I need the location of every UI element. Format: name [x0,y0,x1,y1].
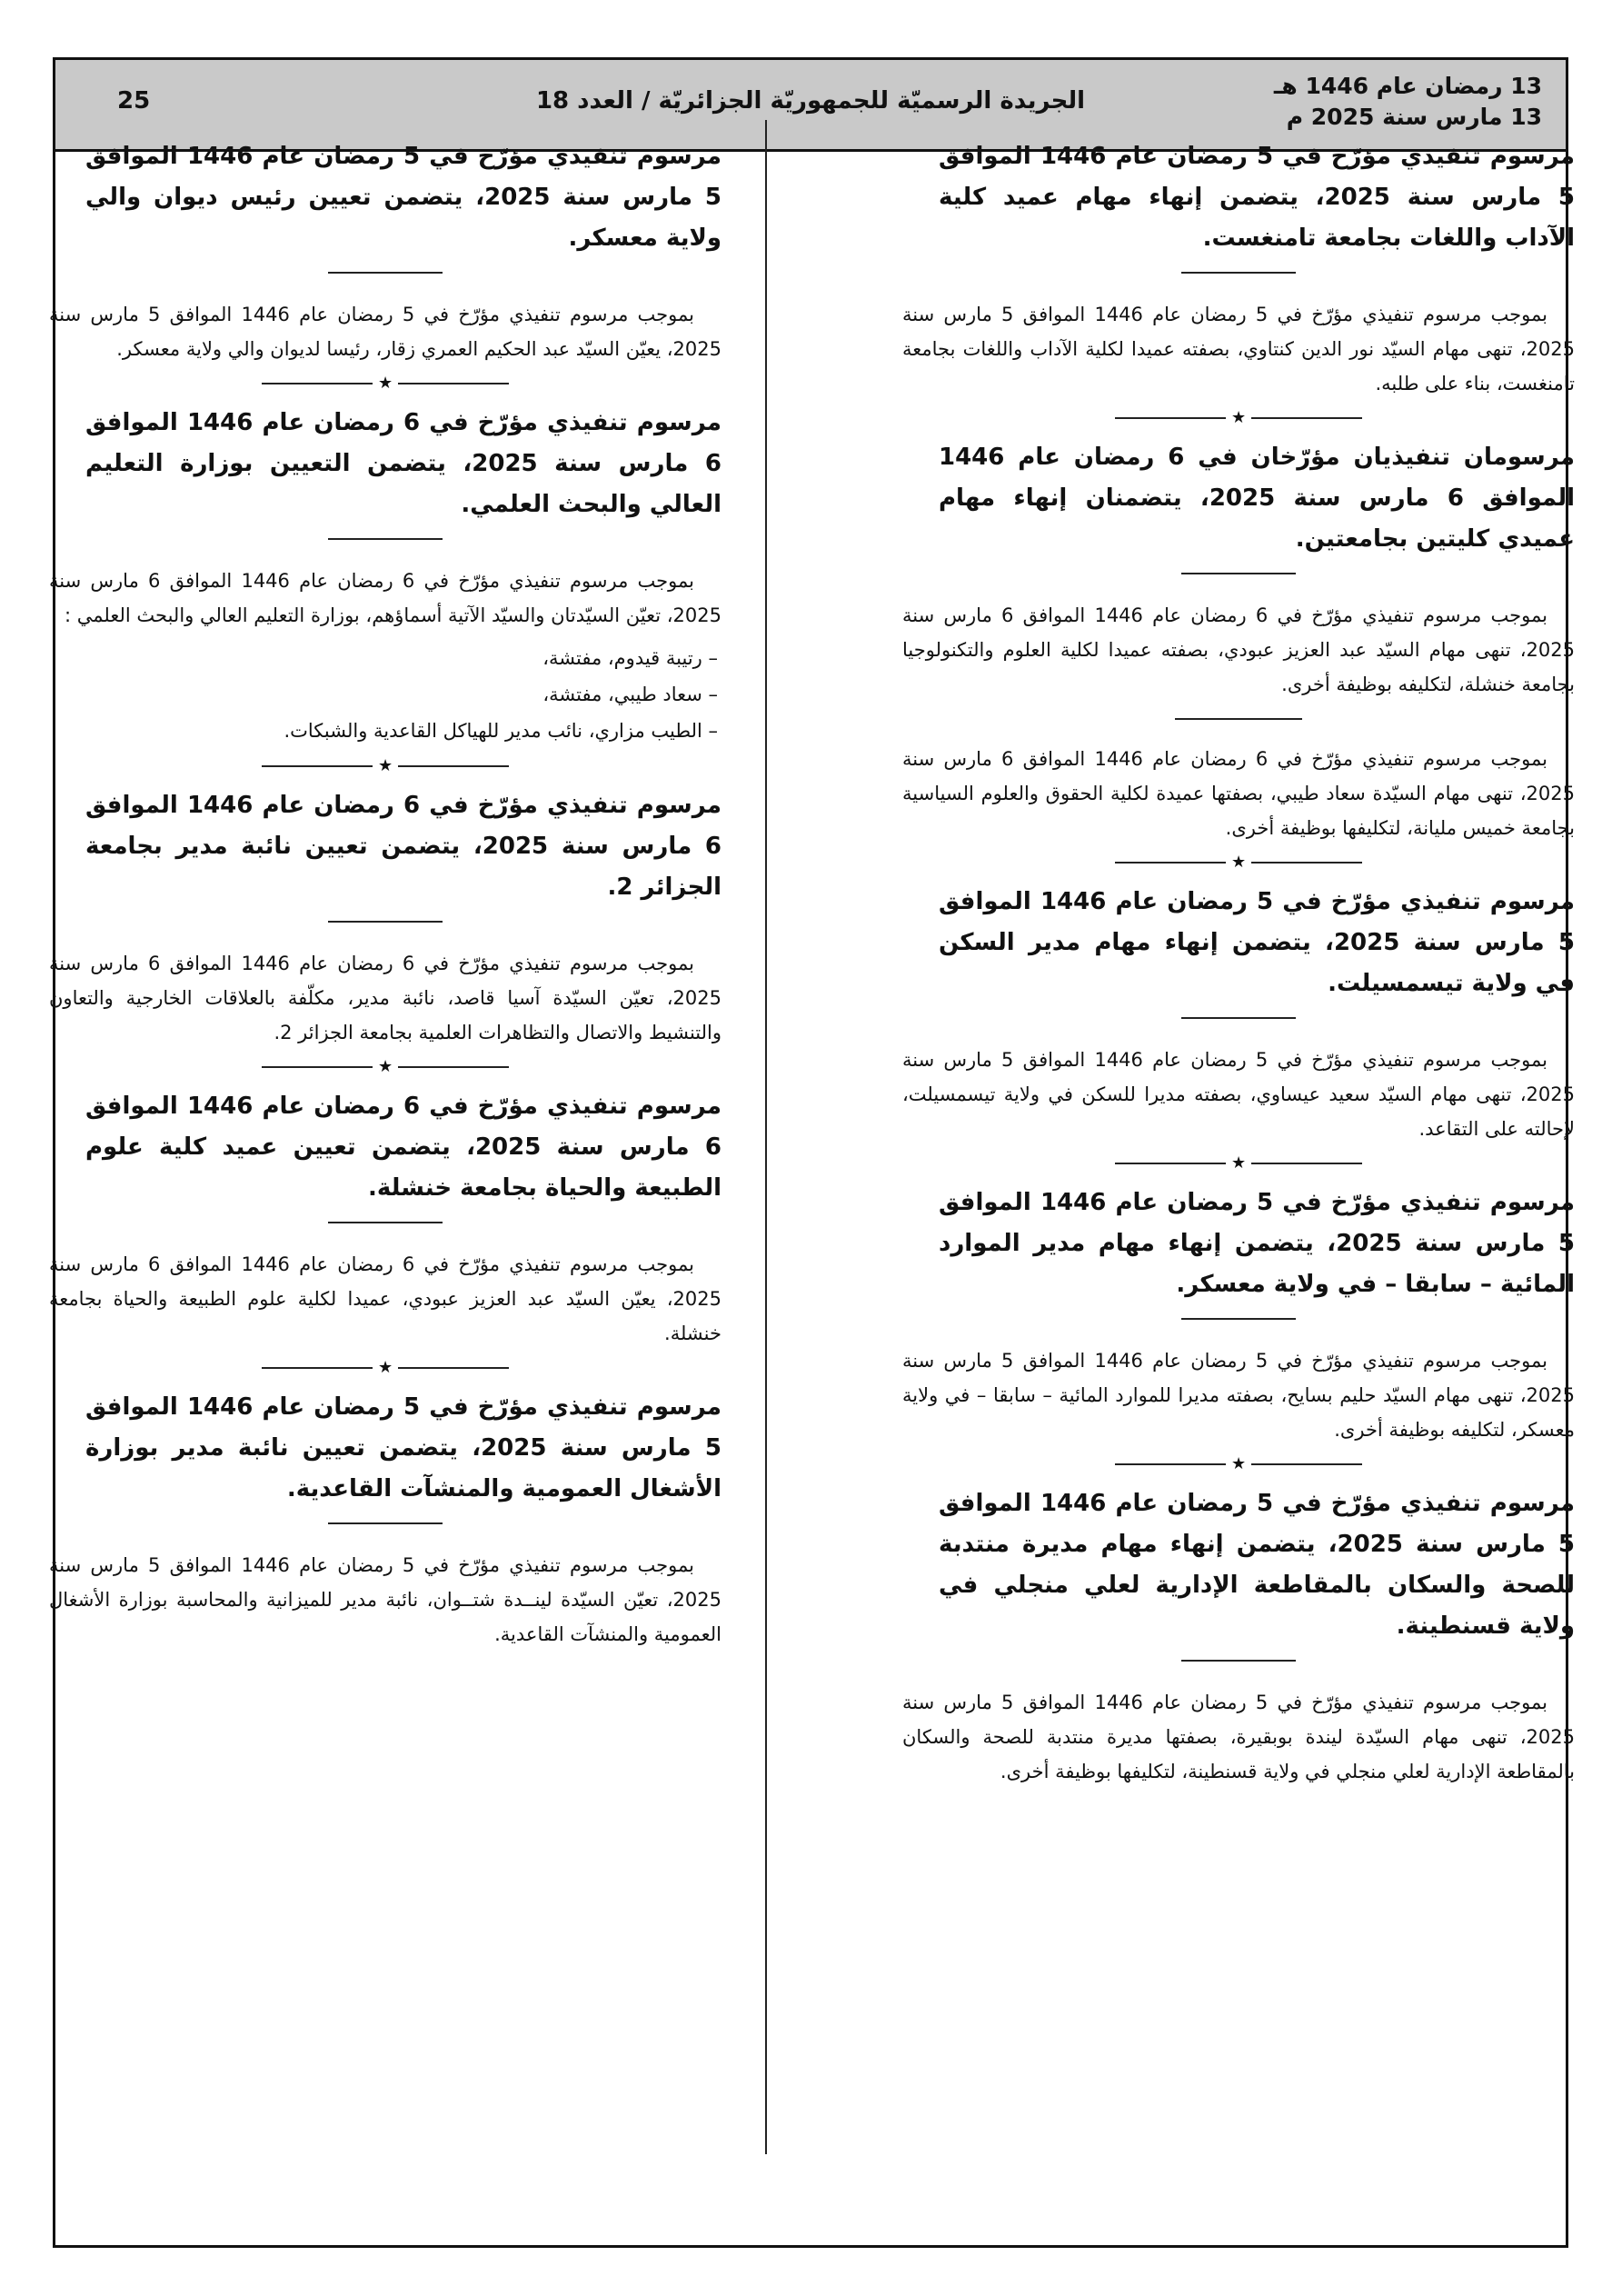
decree [49,136,721,366]
decree-body: بموجب مرسوم تنفيذي مؤرّخ في 6 رمضان عام 1446 الموافق 6 مارس سنة 2025، تعيّن السيّدة آسيا قاصد، نائبة مدير، مكلّفة بالعلاقات الخارجية والتعاون والتنشيط والاتصال والتظاهرات العلمية بجامعة الجزائر 2. [49,953,721,1043]
left-column [49,136,721,1655]
star-icon: ★ [1230,1153,1247,1173]
title-separator [1181,1660,1296,1662]
decree [902,882,1575,1146]
title-separator [328,538,443,540]
decree-title: مرسوم تنفيذي مؤرّخ في 5 رمضان عام 1446 الموافق 5 مارس سنة 2025، يتضمن تعيين رئيس ديوان والي ولاية معسكر. [85,143,721,252]
decree-body: بموجب مرسوم تنفيذي مؤرّخ في 5 رمضان عام 1446 الموافق 5 مارس سنة 2025، يعيّن السيّد عبد الحكيم العمري زقار، رئيسا لديوان والي ولاية معسكر. [49,304,721,360]
star-icon: ★ [377,374,393,393]
decree [49,403,721,749]
decree-body: بموجب مرسوم تنفيذي مؤرّخ في 6 رمضان عام 1446 الموافق 6 مارس سنة 2025، تنهى مهام السيّدة سعاد طيبي، بصفتها عميدة لكلية الحقوق والعلوم السياسية بجامعة خميس مليانة، لتكليفها بوظيفة أخرى. [902,748,1575,839]
header-title: الجريدة الرسميّة للجمهوريّة الجزائريّة / العدد 18 [535,87,1086,115]
decree [902,1183,1575,1447]
decree-title: مرسومان تنفيذيان مؤرّخان في 6 رمضان عام 1446 الموافق 6 مارس سنة 2025، يتضمنان إنهاء مهام عميدي كليتين بجامعتين. [939,444,1576,553]
decree-title: مرسوم تنفيذي مؤرّخ في 5 رمضان عام 1446 الموافق 5 مارس سنة 2025، يتضمن إنهاء مهام مدير السكن في ولاية تيسمسيلت. [939,888,1575,997]
decree-body: بموجب مرسوم تنفيذي مؤرّخ في 5 رمضان عام 1446 الموافق 5 مارس سنة 2025، تنهى مهام السيّد حليم بسايح، بصفته مديرا للموارد المائية – سابقا – في ولاية معسكر، لتكليفه بوظيفة أخرى. [902,1350,1575,1441]
decree [902,136,1575,401]
star-icon: ★ [377,756,393,775]
header-date-hijri: 13 رمضان عام 1446 هـ [1273,73,1542,99]
body-separator [1175,718,1302,720]
decree-title: مرسوم تنفيذي مؤرّخ في 5 رمضان عام 1446 الموافق 5 مارس سنة 2025، يتضمن إنهاء مهام مديرة منتدبة للصحة والسكان بالمقاطعة الإدارية لعلي منجلي في ولاية قسنطينة. [939,1490,1575,1640]
decree-body: بموجب مرسوم تنفيذي مؤرّخ في 5 رمضان عام 1446 الموافق 5 مارس سنة 2025، تنهى مهام السيّدة ليندة بوبقيرة، بصفتها مديرة منتدبة للصحة والسكان بالمقاطعة الإدارية لعلي منجلي في ولاية قسنطينة، لتكليفها بوظيفة أخرى. [902,1692,1575,1782]
title-separator [328,1522,443,1524]
star-icon: ★ [1230,408,1247,427]
decree-body: بموجب مرسوم تنفيذي مؤرّخ في 6 رمضان عام 1446 الموافق 6 مارس سنة 2025، يعيّن السيّد عبد العزيز عبودي، عميدا لكلية علوم الطبيعة والحياة بجامعة خنشلة. [49,1253,721,1344]
star-separator [902,851,1575,874]
list-item: – سعاد طيبي، مفتشة، [542,684,718,705]
title-separator [328,921,443,923]
decree [49,1086,721,1351]
decree [49,785,721,1050]
decree-body: بموجب مرسوم تنفيذي مؤرّخ في 6 رمضان عام 1446 الموافق 6 مارس سنة 2025، تنهى مهام السيّد عبد العزيز عبودي، بصفته عميدا لكلية العلوم والتكنولوجيا بجامعة خنشلة، لتكليفه بوظيفة أخرى. [902,604,1575,695]
decree-title: مرسوم تنفيذي مؤرّخ في 6 رمضان عام 1446 الموافق 6 مارس سنة 2025، يتضمن التعيين بوزارة التعليم العالي والبحث العلمي. [85,409,721,518]
star-separator [49,754,721,778]
star-icon: ★ [1230,853,1247,872]
star-separator [49,372,721,395]
list-item: – الطيب مزاري، نائب مدير للهياكل القاعدية والشبكات. [284,720,718,742]
page-number: 25 [117,87,151,115]
star-separator [902,1452,1575,1476]
header-date-gregorian: 13 مارس سنة 2025 م [1286,104,1542,130]
title-separator [328,272,443,274]
title-separator [1181,1318,1296,1320]
decree-body: بموجب مرسوم تنفيذي مؤرّخ في 6 رمضان عام 1446 الموافق 6 مارس سنة 2025، تعيّن السيّدتان والسيّد الآتية أسماؤهم، بوزارة التعليم العالي والبحث العلمي : [49,570,721,626]
star-separator [49,1356,721,1380]
decree-body: بموجب مرسوم تنفيذي مؤرّخ في 5 رمضان عام 1446 الموافق 5 مارس سنة 2025، تنهى مهام السيّد سعيد عيساوي، بصفته مديرا للسكن في ولاية تيسمسيلت، لإحالته على التقاعد. [902,1049,1575,1140]
decree-body: بموجب مرسوم تنفيذي مؤرّخ في 5 رمضان عام 1446 الموافق 5 مارس سنة 2025، تنهى مهام السيّد نور الدين كنتاوي، بصفته عميدا لكلية الآداب واللغات بجامعة تامنغست، بناء على طلبه. [902,304,1575,394]
list-item: – رتيبة قيدوم، مفتشة، [542,647,718,669]
star-icon: ★ [1230,1454,1247,1473]
column-divider [765,120,767,2154]
decree [49,1387,721,1652]
title-separator [1181,573,1296,574]
right-column [902,136,1575,1792]
star-icon: ★ [377,1057,393,1076]
star-separator [902,1152,1575,1175]
star-separator [49,1055,721,1079]
decree-title: مرسوم تنفيذي مؤرّخ في 6 رمضان عام 1446 الموافق 6 مارس سنة 2025، يتضمن تعيين عميد كلية علوم الطبيعة والحياة بجامعة خنشلة. [85,1093,721,1202]
decree [902,1483,1575,1789]
decree [902,437,1575,845]
decree-title: مرسوم تنفيذي مؤرّخ في 6 رمضان عام 1446 الموافق 6 مارس سنة 2025، يتضمن تعيين نائبة مدير بجامعة الجزائر 2. [85,792,721,901]
decree-title: مرسوم تنفيذي مؤرّخ في 5 رمضان عام 1446 الموافق 5 مارس سنة 2025، يتضمن إنهاء مهام مدير الموارد المائية – سابقا – في ولاية معسكر. [939,1189,1576,1298]
star-separator [902,406,1575,430]
star-icon: ★ [377,1358,393,1377]
title-separator [1181,1017,1296,1019]
decree-title: مرسوم تنفيذي مؤرّخ في 5 رمضان عام 1446 الموافق 5 مارس سنة 2025، يتضمن إنهاء مهام عميد كلية الآداب واللغات بجامعة تامنغست. [939,143,1576,252]
title-separator [328,1222,443,1223]
title-separator [1181,272,1296,274]
decree-title: مرسوم تنفيذي مؤرّخ في 5 رمضان عام 1446 الموافق 5 مارس سنة 2025، يتضمن تعيين نائبة مدير بوزارة الأشغال العمومية والمنشآت القاعدية. [85,1393,721,1502]
appointee-list [49,640,721,749]
decree-body: بموجب مرسوم تنفيذي مؤرّخ في 5 رمضان عام 1446 الموافق 5 مارس سنة 2025، تعيّن السيّدة لينــدة شتــوان، نائبة مدير للميزانية والمحاسبة بوزارة الأشغال العمومية والمنشآت القاعدية. [49,1554,721,1645]
